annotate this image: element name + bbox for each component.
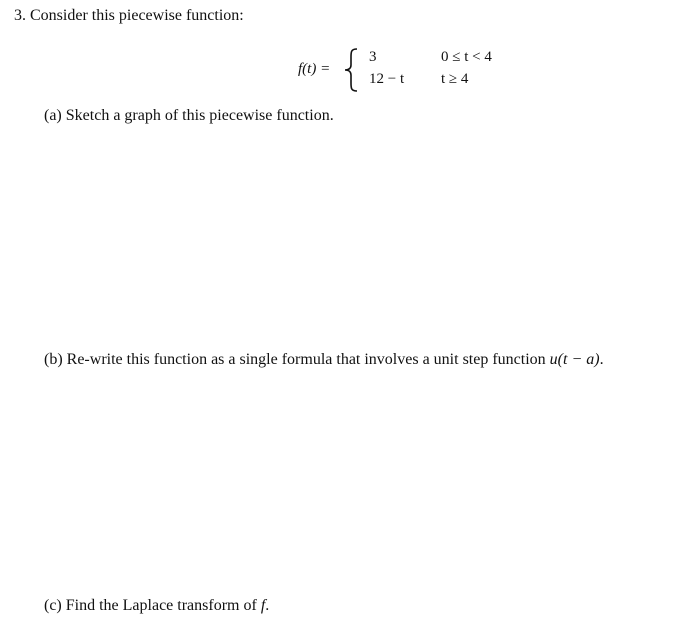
problem-heading: 3. Consider this piecewise function: — [14, 7, 244, 24]
part-b-text: Re-write this function as a single formula that involves a unit step function — [66, 351, 546, 368]
part-c-text: Find the Laplace transform of — [65, 597, 257, 614]
part-c-suffix: . — [265, 597, 270, 614]
case-2-condition: t ≥ 4 — [441, 71, 469, 87]
equation-lhs: f(t) = — [298, 61, 331, 77]
part-b — [44, 350, 604, 370]
part-a-text: Sketch a graph of this piecewise function. — [65, 107, 334, 124]
case-1-condition: 0 ≤ t < 4 — [441, 49, 492, 65]
part-c-label: (c) — [44, 597, 62, 614]
part-a-label: (a) — [44, 107, 62, 124]
part-b-suffix: . — [599, 351, 604, 368]
part-b-math: u(t − a) — [549, 351, 600, 368]
piecewise-equation — [0, 0, 687, 100]
case-2-value: 12 − t — [369, 71, 405, 87]
left-brace — [343, 48, 361, 92]
part-b-label: (b) — [44, 351, 63, 368]
part-c-math: f — [260, 597, 266, 614]
part-a — [44, 106, 334, 126]
case-1-value: 3 — [369, 49, 377, 65]
part-c — [44, 596, 269, 616]
